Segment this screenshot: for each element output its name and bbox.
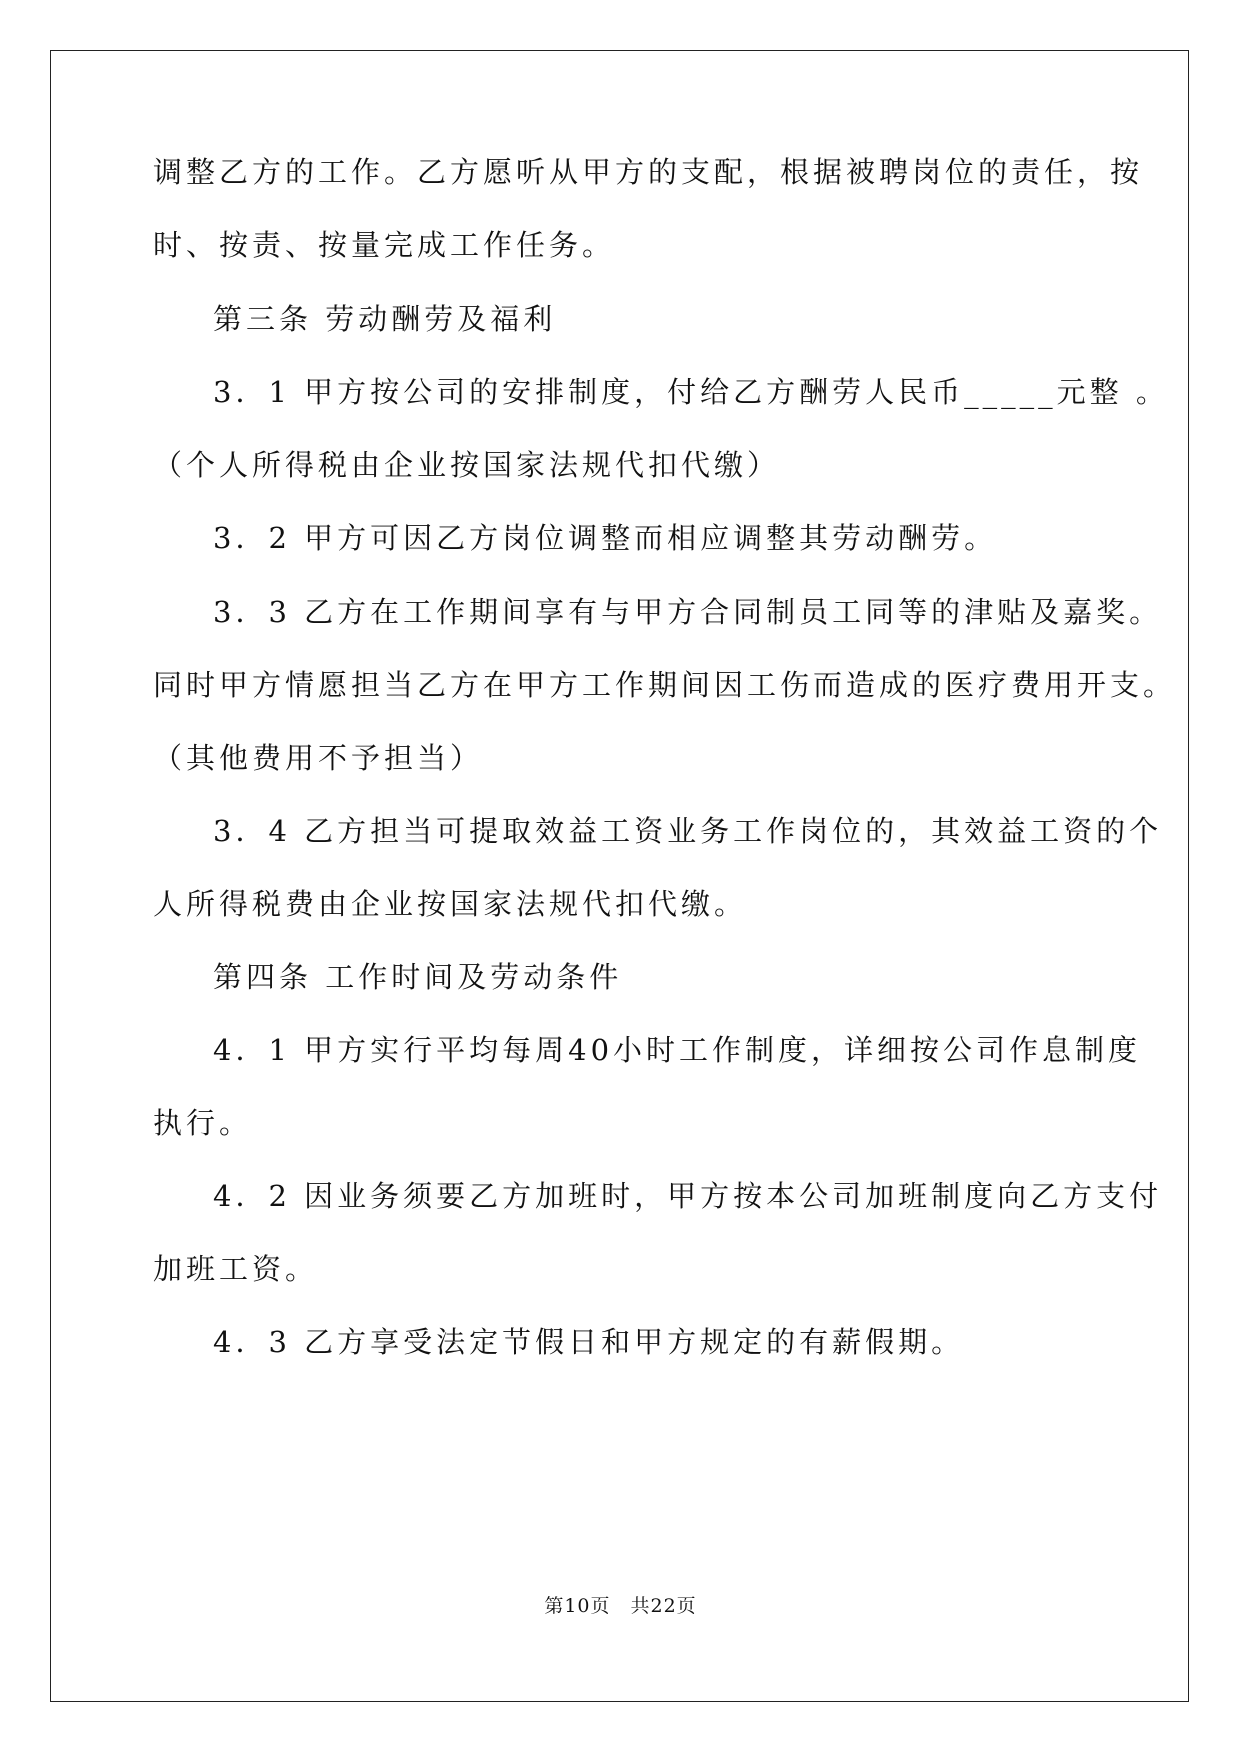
body-line: 3．1 甲方按公司的安排制度，付给乙方酬劳人民币_____元整 。 [213,375,1169,409]
body-line: 时、按责、按量完成工作任务。 [153,228,616,262]
body-line: 3．3 乙方在工作期间享有与甲方合同制员工同等的津贴及嘉奖。 [213,595,1163,629]
body-line: 4．1 甲方实行平均每周40小时工作制度，详细按公司作息制度 [213,1033,1142,1067]
body-line: 人所得税费由企业按国家法规代扣代缴。 [153,887,748,921]
body-line: （个人所得税由企业按国家法规代扣代缴） [153,448,781,482]
section-heading: 第三条 劳动酬劳及福利 [213,302,557,336]
body-line: 3．4 乙方担当可提取效益工资业务工作岗位的，其效益工资的个 [213,814,1163,848]
body-line: 4．2 因业务须要乙方加班时，甲方按本公司加班制度向乙方支付 [213,1179,1163,1213]
page-number-footer: 第10页 共22页 [544,1595,697,1617]
body-line: 同时甲方情愿担当乙方在甲方工作期间因工伤而造成的医疗费用开支。 [153,668,1177,702]
body-line: 执行。 [153,1106,253,1140]
body-line: （其他费用不予担当） [153,741,484,775]
body-line: 加班工资。 [153,1252,319,1286]
body-line: 4．3 乙方享受法定节假日和甲方规定的有薪假期。 [213,1325,965,1359]
page-frame [50,50,1189,1702]
body-line: 调整乙方的工作。乙方愿听从甲方的支配，根据被聘岗位的责任，按 [153,155,1144,189]
section-heading: 第四条 工作时间及劳动条件 [213,960,623,994]
body-line: 3．2 甲方可因乙方岗位调整而相应调整其劳动酬劳。 [213,521,998,555]
